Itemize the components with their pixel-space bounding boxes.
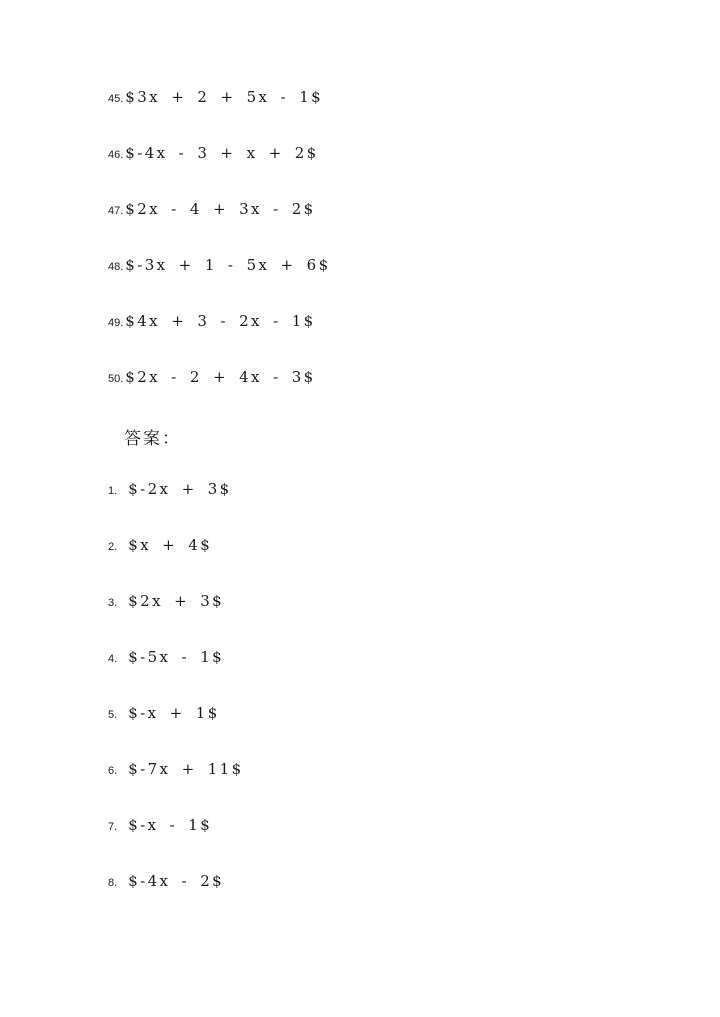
answer-expression: $-x + 1$ — [128, 704, 220, 722]
problem-line — [108, 312, 316, 336]
answer-line — [108, 480, 232, 504]
problem-expression: $3x + 2 + 5x - 1$ — [125, 88, 324, 106]
answer-number: 3. — [108, 597, 118, 609]
problem-number: 50. — [108, 373, 124, 385]
answer-number: 8. — [108, 877, 118, 889]
answer-expression: $x + 4$ — [128, 536, 213, 554]
problem-number: 45. — [108, 93, 124, 105]
answer-expression: $-4x - 2$ — [128, 872, 225, 890]
answer-expression: $-x - 1$ — [128, 816, 213, 834]
problem-line — [108, 256, 331, 280]
problem-expression: $4x + 3 - 2x - 1$ — [125, 312, 316, 330]
answer-number: 7. — [108, 821, 118, 833]
problem-line — [108, 144, 319, 168]
answer-line — [108, 704, 220, 728]
answer-number: 1. — [108, 485, 118, 497]
problem-expression: $2x - 4 + 3x - 2$ — [125, 200, 316, 218]
problem-expression: $-3x + 1 - 5x + 6$ — [125, 256, 331, 274]
answer-expression: $-7x + 11$ — [128, 760, 244, 778]
answer-number: 4. — [108, 653, 118, 665]
problem-expression: $-4x - 3 + x + 2$ — [125, 144, 319, 162]
problem-expression: $2x - 2 + 4x - 3$ — [125, 368, 316, 386]
answer-line — [108, 592, 224, 616]
answer-number: 5. — [108, 709, 118, 721]
problem-line — [108, 368, 316, 392]
problem-line — [108, 200, 316, 224]
answer-expression: $2x + 3$ — [128, 592, 225, 610]
problem-number: 46. — [108, 149, 124, 161]
answer-line — [108, 648, 224, 672]
answer-number: 2. — [108, 541, 118, 553]
answer-expression: $-2x + 3$ — [128, 480, 232, 498]
answer-number: 6. — [108, 765, 118, 777]
problem-number: 48. — [108, 261, 124, 273]
answer-line — [108, 760, 244, 784]
answer-line — [108, 536, 212, 560]
problem-number: 49. — [108, 317, 124, 329]
answer-line — [108, 816, 212, 840]
answer-line — [108, 872, 224, 896]
problem-number: 47. — [108, 205, 124, 217]
answer-expression: $-5x - 1$ — [128, 648, 225, 666]
answers-heading: 答案： — [124, 429, 181, 449]
problem-line — [108, 88, 323, 112]
